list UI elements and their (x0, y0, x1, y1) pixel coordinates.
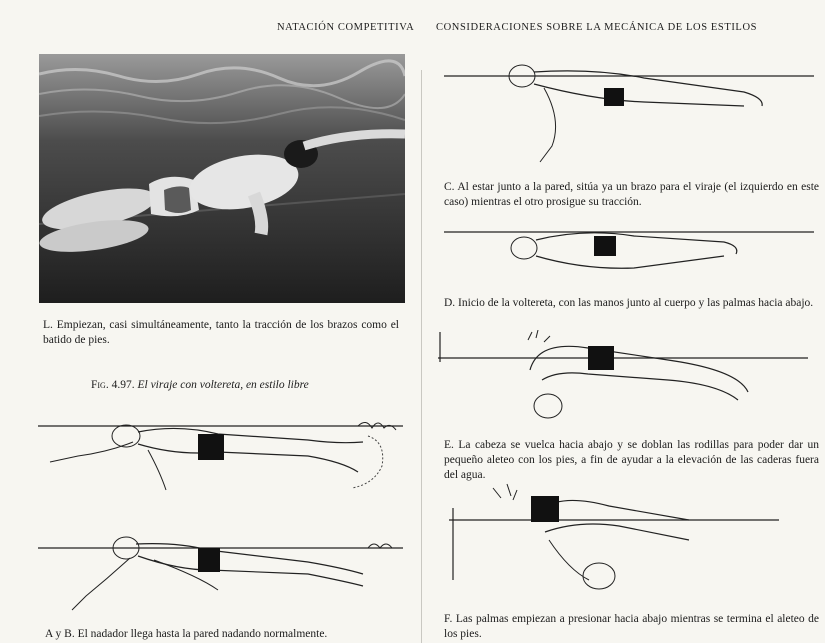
caption-ab: A y B. El nadador llega hasta la pared nadando normalmente. (45, 628, 328, 640)
caption-f: F. Las palmas empiezan a presionar hacia abajo mientras se termina el aleteo de los pies. (444, 613, 819, 640)
illustration-d (444, 218, 814, 283)
caption-e: E. La cabeza se vuelca hacia abajo y se doblan las rodillas para poder dar un pequeño aleteo con los pies, a fin de ayudar a la elevación de las caderas fuera del agua. (444, 439, 819, 481)
caption-d: D. Inicio de la voltereta, con las manos junto al cuerpo y las palmas hacia abajo. (444, 297, 814, 309)
running-head-left: NATACIÓN COMPETITIVA (277, 22, 415, 33)
figure-title: El viraje con voltereta, en estilo libre (137, 379, 309, 391)
running-head-right: CONSIDERACIONES SOBRE LA MECÁNICA DE LOS ESTILOS (436, 22, 758, 33)
illustration-f (449, 480, 779, 608)
illustration-e (438, 330, 808, 425)
caption-l: L. Empiezan, casi simultáneamente, tanto la tracción de los brazos como el batido de pies. (43, 319, 399, 346)
illustration-c (444, 50, 814, 175)
figure-label: Fig. 4.97. (91, 379, 135, 391)
underwater-photo (39, 54, 405, 303)
caption-c: C. Al estar junto a la pared, sitúa ya un brazo para el viraje (el izquierdo en este caso) mientras el otro prosigue su tracción. (444, 181, 819, 208)
illustration-b (38, 524, 403, 618)
figure-caption (91, 379, 309, 391)
illustration-a (38, 412, 403, 504)
page-gutter (421, 70, 422, 643)
